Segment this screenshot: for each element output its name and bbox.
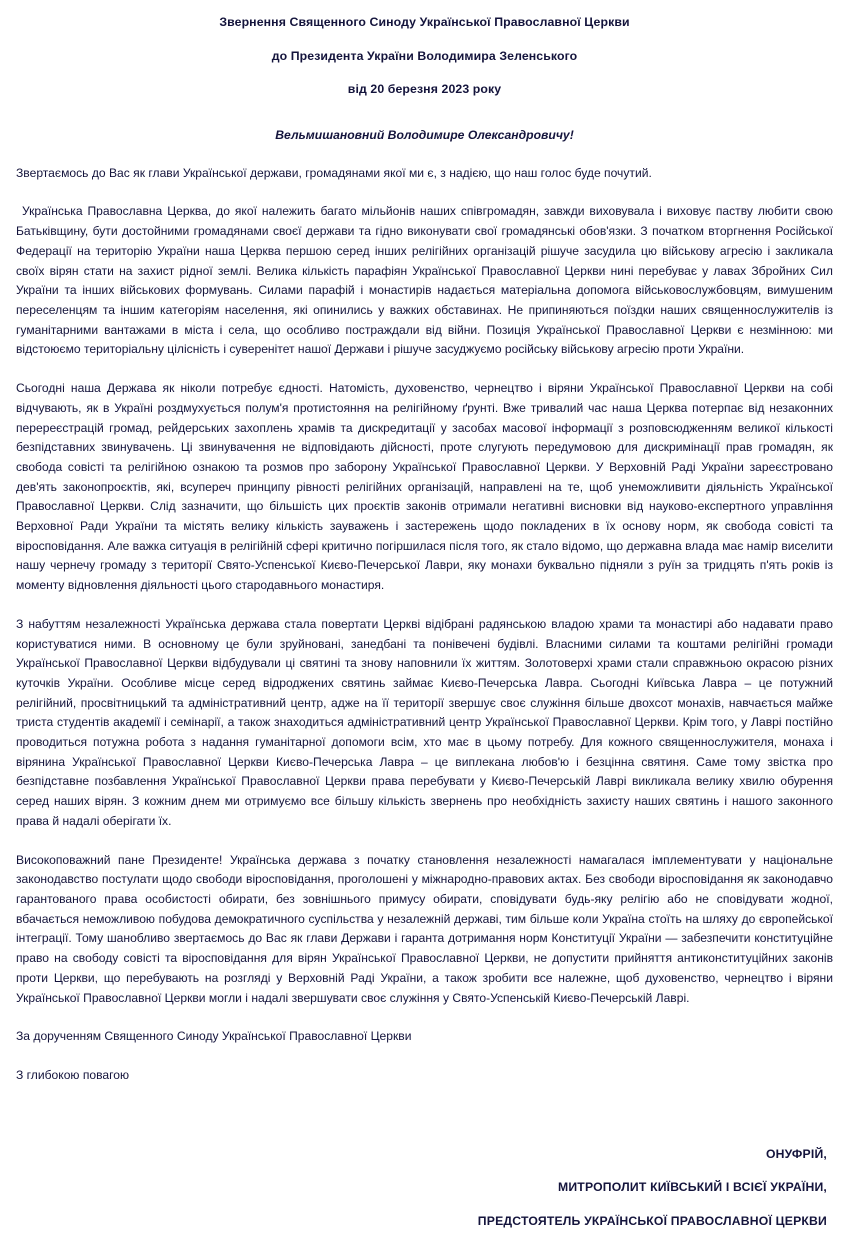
body-paragraph-4: З набуттям незалежності Українська держава стала повертати Церкві відібрані радянською владою храми та монастирі або надавати право користуватися ними. В основному це були зруйновані, занедбані та понівечені будівлі. Власними силами та коштами релігійні громади Української Православної Церкви відбудували ці святині та знову наповнили їх життям. Золотоверхі храми стали справжньою окрасою різних куточків України. Особливе місце серед відроджених святинь займає Києво-Печерська Лавра. Сьогодні Київська Лавра – це потужний релігійний, просвітницький та адміністративний центр, адже на її території звершує своє служіння більше двохсот монахів, навчається майже триста студентів академії і семінарії, а також знаходиться адміністративний центр Української Православної Церкви. Крім того, у Лаврі постійно проводиться потужна робота з надання гуманітарної допомоги всім, хто має в цьому потребу. Для кожного священнослужителя, монаха і вірянина Української Православної Церкви Києво-Печерська Лавра – це виплекана любов'ю і безцінна святиня. Саме тому звістка про безпідставне позбавлення Української Православної Церкви права перебувати у Києво-Печерській Лаврі викликала велику хвилю обурення серед наших вірян. З кожним днем ми отримуємо все більшу кількість звернень про необхідність захисту наших святинь і нашого законного права й надалі оберігати їх. <box>16 616 833 828</box>
salutation: Вельмишановний Володимире Олександровичу! <box>275 127 574 142</box>
closing-line-1: За дорученням Священного Синоду Української Православної Церкви <box>16 1029 412 1044</box>
signature-name: ОНУФРІЙ, <box>765 1146 827 1161</box>
header-date-line: від 20 березня 2023 року <box>347 82 502 97</box>
header-title-line-1: Звернення Священного Синоду Української Православної Церкви <box>219 15 630 29</box>
body-paragraph-2: Українська Православна Церква, до якої належить багато мільйонів наших співгромадян, завжди виховувала і виховує паству любити свою Батьківщину, бути достойними громадянами своєї держави та гідно виконувати свої громадянські обов'язки. З початком вторгнення Російської Федерації на територію України наша Церква першою серед інших релігійних організацій рішуче засудила цю військову агресію і закликала своїх вірян стати на захист рідної землі. Велика кількість парафіян Української Православної Церкви нині перебуває у лавах Збройних Сил України та інших військових формувань. Силами парафій і монастирів надається матеріальна допомога військовослужбовцям, вимушеним переселенцям та іншим категоріям населення, які опинились у важких обставинах. Не припиняються поїздки наших священнослужителів із гуманітарними вантажами в міста і села, що особливо постраждали від війни. Позиція Української Православної Церкви є незмінною: ми відстоюємо територіальну цілісність і суверенітет нашої Держави і рішуче засуджуємо російську військову агресію проти України. <box>16 204 833 357</box>
document-header <box>45 14 805 98</box>
closing-line-2: З глибокою повагою <box>16 1067 130 1082</box>
body-paragraph-3: Сьогодні наша Держава як ніколи потребує єдності. Натомість, духовенство, чернецтво і віряни Української Православної Церкви на собі відчувають, як в Україні роздмухується полум'я протистояння на релігійному ґрунті. Вже тривалий час наша Церква потерпає від незаконних перереєстрацій громад, рейдерських захоплень храмів та дискредитації у засобах масової інформації з розповсюдженням великої кількості безпідставних звинувачень. Ці звинувачення не відповідають дійсності, проте слугують передумовою для дискримінації прав громадян, як свобода совісті та релігійною ознакою та розмов про заборону Української Православної Церкви. У Верховній Раді України зареєстровано дев'ять законопроєктів, які, всупереч принципу рівності релігійних організацій, направлені на те, щоб унеможливити діяльність Української Православної Церкви. Слід зазначити, що більшість цих проєктів законів отримали негативні висновки від науково-експертного управління Верховної Ради України та містять велику кількість зауважень і застережень щодо покладених в їх основу норм, як свобода совісті та віросповідання. Але важка ситуація в релігійній сфері критично погіршилася після того, як стало відомо, що державна влада має намір виселити нашу чернечу громаду з території Свято-Успенської Києво-Печерської Лаври, яку монахи буквально підняли з руїн за тридцять п'ять років із моменту відновлення діяльності цього стародавнього монастиря. <box>16 381 833 593</box>
body-paragraph-1: Звертаємось до Вас як глави Української держави, громадянами якої ми є, з надією, що наш голос буде почутий. <box>16 165 652 180</box>
header-title-line-2: до Президента України Володимира Зеленського <box>271 48 578 63</box>
signature-title: МИТРОПОЛИТ КИЇВСЬКИЙ І ВСІЄЇ УКРАЇНИ, <box>558 1180 827 1195</box>
body-paragraph-5: Високоповажний пане Президенте! Українська держава з початку становлення незалежності намагалася імплементувати у національне законодавство постулати щодо свободи віросповідання, проголошені у міжнародно-правових актах. Без свободи віросповідання як законодавчо гарантованого права особистості обирати, без зовнішнього примусу обирати, сповідувати будь-яку релігію або не сповідувати жодної, вбачається неможливою побудова демократичного суспільства у незалежній державі, тим більше коли Україна стоїть на шляху до європейської інтеграції. Тому шанобливо звертаємось до Вас як глави Держави і гаранта дотримання норм Конституції України — забезпечити конституційне право на свободу совісті та віросповідання для вірян Української Православної Церкви, не допустити прийняття антиконституційних законів проти Церкви, що перебувають на розгляді у Верховній Раді України, а також зробити все належне, щоб духовенство, чернецтво і віряни Української Православної Церкви могли і надалі звершувати своє служіння у Свято-Успенській Києво-Печерській Лаврі. <box>16 852 833 1005</box>
signature-role: ПРЕДСТОЯТЕЛЬ УКРАЇНСЬКОЇ ПРАВОСЛАВНОЇ ЦЕРКВИ <box>477 1213 827 1228</box>
signature-block <box>16 1146 833 1229</box>
